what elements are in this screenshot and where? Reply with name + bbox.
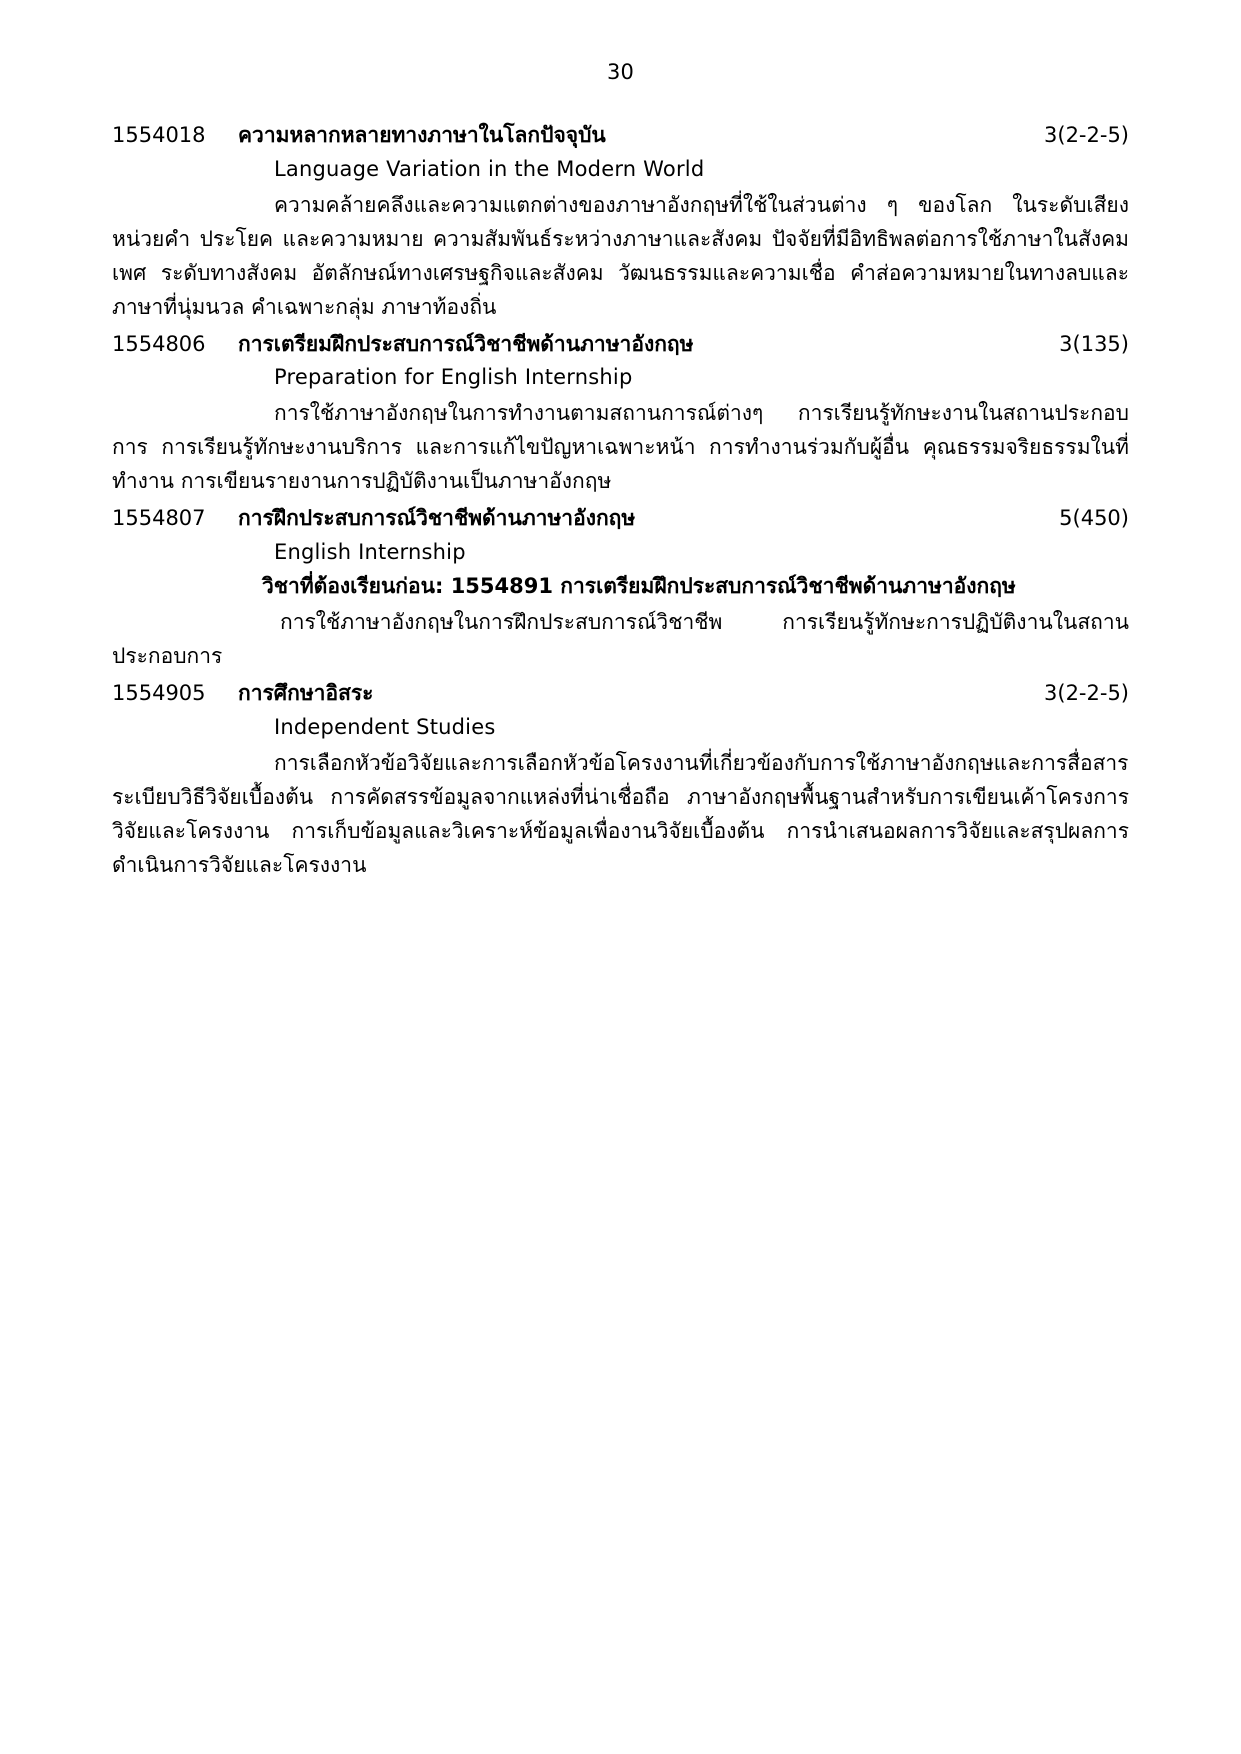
course-description: การใช้ภาษาอังกฤษในการฝึกประสบการณ์วิชาชีพ การเรียนรู้ทักษะการปฏิบัติงานในสถานประกอบการ — [112, 610, 1129, 669]
course-title-english: English Internship — [274, 539, 466, 564]
course-credits: 3(2-2-5) — [1044, 123, 1129, 148]
course-credits: 3(135) — [1059, 331, 1129, 356]
course-title-english: Language Variation in the Modern World — [274, 156, 705, 181]
course-code: 1554807 — [112, 506, 206, 531]
course-title-thai: การฝึกประสบการณ์วิชาชีพด้านภาษาอังกฤษ — [238, 506, 636, 531]
course-code: 1554018 — [112, 123, 206, 148]
course-title-thai: การเตรียมฝึกประสบการณ์วิชาชีพด้านภาษาอังกฤษ — [238, 331, 694, 356]
course-description: การใช้ภาษาอังกฤษในการทำงานตามสถานการณ์ต่างๆ การเรียนรู้ทักษะงานในสถานประกอบการ การเรียนรู้ทักษะงานบริการ และการแก้ไขปัญหาเฉพาะหน้า การทำงานร่วมกับผู้อื่น คุณธรรมจริยธรรมในที่ทำงาน การเขียนรายงานการปฏิบัติงานเป็นภาษาอังกฤษ — [112, 401, 1129, 494]
course-heading — [112, 328, 1129, 361]
course-description: ความคล้ายคลึงและความแตกต่างของภาษาอังกฤษที่ใช้ในส่วนต่าง ๆ ของโลก ในระดับเสียง หน่วยคำ ประโยค และความหมาย ความสัมพันธ์ระหว่างภาษาและสังคม ปัจจัยที่มีอิทธิพลต่อการใช้ภาษาในสังคม เพศ ระดับทางสังคม อัตลักษณ์ทางเศรษฐกิจและสังคม วัฒนธรรมและความเชื่อ คำส่อความหมายในทางลบและภาษาที่นุ่มนวล คำเฉพาะกลุ่ม ภาษาท้องถิ่น — [112, 192, 1129, 319]
course-code: 1554905 — [112, 681, 206, 706]
course-heading — [112, 119, 1129, 152]
course-title-thai: การศึกษาอิสระ — [238, 681, 374, 706]
course-title-thai: ความหลากหลายทางภาษาในโลกปัจจุบัน — [238, 123, 606, 148]
course-credits: 3(2-2-5) — [1044, 681, 1129, 706]
course-description: การเลือกหัวข้อวิจัยและการเลือกหัวข้อโครงงานที่เกี่ยวข้องกับการใช้ภาษาอังกฤษและการสื่อสาร ระเบียบวิธีวิจัยเบื้องต้น การคัดสรรข้อมูลจากแหล่งที่น่าเชื่อถือ ภาษาอังกฤษพื้นฐานสำหรับการเขียนเค้าโครงการวิจัยและโครงงาน การเก็บข้อมูลและวิเคราะห์ข้อมูลเพื่องานวิจัยเบื้องต้น การนำเสนอผลการวิจัยและสรุปผลการดำเนินการวิจัยและโครงงาน — [112, 750, 1129, 877]
page-number: 30 — [606, 60, 635, 84]
course-prerequisite: วิชาที่ต้องเรียนก่อน: 1554891 การเตรียมฝึกประสบการณ์วิชาชีพด้านภาษาอังกฤษ — [262, 573, 1016, 598]
course-entry — [112, 119, 1129, 324]
course-credits: 5(450) — [1059, 506, 1129, 531]
course-entry — [112, 502, 1129, 673]
course-entry — [112, 328, 1129, 499]
course-heading — [112, 502, 1129, 535]
course-entry — [112, 677, 1129, 882]
course-code: 1554806 — [112, 331, 206, 356]
course-heading — [112, 677, 1129, 710]
course-title-english: Preparation for English Internship — [274, 365, 633, 390]
course-title-english: Independent Studies — [274, 714, 496, 739]
